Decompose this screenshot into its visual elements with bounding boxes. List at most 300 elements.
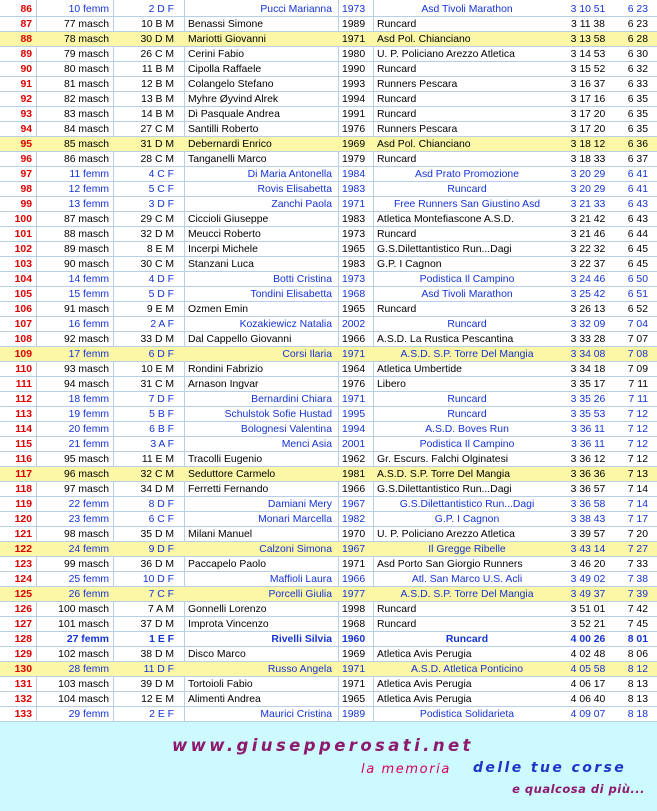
pace-cell: 6 50 xyxy=(627,274,648,285)
position-cell: 98 xyxy=(20,184,32,195)
position-cell: 86 xyxy=(20,4,32,15)
finish-time-cell: 3 21 33 xyxy=(570,199,606,210)
tagline-memoria: la memoria xyxy=(361,762,451,777)
birth-year-cell: 1965 xyxy=(342,244,366,255)
team-cell: A.S.D. Boves Run xyxy=(425,424,509,435)
gender-rank-cell: 81 masch xyxy=(63,79,109,90)
table-row xyxy=(0,362,657,377)
gender-rank-cell: 13 femm xyxy=(68,199,109,210)
table-row xyxy=(0,392,657,407)
pace-cell: 6 43 xyxy=(627,199,648,210)
category-cell: 36 D M xyxy=(140,559,174,570)
gender-rank-cell: 77 masch xyxy=(63,19,109,30)
finish-time-cell: 3 36 11 xyxy=(571,424,605,435)
birth-year-cell: 1971 xyxy=(342,349,366,360)
athlete-name-cell: Seduttore Carmelo xyxy=(188,469,276,480)
position-cell: 103 xyxy=(14,259,32,270)
team-cell: Asd Tivoli Marathon xyxy=(421,289,513,300)
pace-cell: 6 52 xyxy=(627,304,648,315)
position-cell: 126 xyxy=(14,604,32,615)
position-cell: 96 xyxy=(20,154,32,165)
category-cell: 2 E F xyxy=(149,709,174,720)
gender-rank-cell: 15 femm xyxy=(68,289,109,300)
birth-year-cell: 1998 xyxy=(342,604,366,615)
gender-rank-cell: 24 femm xyxy=(68,544,109,555)
gender-rank-cell: 101 masch xyxy=(58,619,109,630)
athlete-name-cell: Rovis Elisabetta xyxy=(257,184,332,195)
pace-cell: 7 45 xyxy=(627,619,648,630)
team-cell: Runcard xyxy=(377,64,417,75)
team-cell: Runcard xyxy=(377,604,417,615)
position-cell: 110 xyxy=(15,364,32,375)
position-cell: 131 xyxy=(14,679,32,690)
table-row xyxy=(0,707,657,722)
athlete-name-cell: Kozakiewicz Natalia xyxy=(239,319,332,330)
birth-year-cell: 1995 xyxy=(342,409,366,420)
gender-rank-cell: 14 femm xyxy=(68,274,109,285)
team-cell: Atletica Avis Perugia xyxy=(377,649,472,660)
athlete-name-cell: Rivelli Silvia xyxy=(271,634,332,645)
athlete-name-cell: Calzoni Simona xyxy=(259,544,332,555)
table-row xyxy=(0,587,657,602)
category-cell: 12 E M xyxy=(141,694,174,705)
gender-rank-cell: 85 masch xyxy=(63,139,109,150)
gender-rank-cell: 80 masch xyxy=(63,64,109,75)
gender-rank-cell: 17 femm xyxy=(68,349,109,360)
gender-rank-cell: 16 femm xyxy=(68,319,109,330)
category-cell: 5 C F xyxy=(148,184,174,195)
gender-rank-cell: 82 masch xyxy=(63,94,109,105)
table-row xyxy=(0,482,657,497)
birth-year-cell: 1979 xyxy=(342,154,366,165)
table-row xyxy=(0,377,657,392)
finish-time-cell: 3 35 53 xyxy=(570,409,606,420)
pace-cell: 7 04 xyxy=(627,319,648,330)
finish-time-cell: 4 09 07 xyxy=(570,709,606,720)
table-row xyxy=(0,32,657,47)
finish-time-cell: 3 20 29 xyxy=(570,184,606,195)
position-cell: 122 xyxy=(14,544,32,555)
category-cell: 11 B M xyxy=(141,64,174,75)
category-cell: 14 B M xyxy=(141,109,174,120)
finish-time-cell: 3 36 58 xyxy=(570,499,606,510)
category-cell: 10 B M xyxy=(141,19,174,30)
pace-cell: 6 28 xyxy=(627,34,648,45)
pace-cell: 7 14 xyxy=(627,499,648,510)
birth-year-cell: 1962 xyxy=(342,454,366,465)
birth-year-cell: 1967 xyxy=(342,544,366,555)
position-cell: 127 xyxy=(14,619,32,630)
athlete-name-cell: Porcelli Giulia xyxy=(268,589,332,600)
table-row xyxy=(0,647,657,662)
finish-time-cell: 3 39 57 xyxy=(570,529,606,540)
position-cell: 133 xyxy=(14,709,32,720)
team-cell: Atletica Avis Perugia xyxy=(377,679,472,690)
team-cell: Runcard xyxy=(445,634,489,645)
athlete-name-cell: Tondini Elisabetta xyxy=(250,289,332,300)
position-cell: 119 xyxy=(15,499,32,510)
finish-time-cell: 4 02 48 xyxy=(570,649,606,660)
team-cell: Asd Porto San Giorgio Runners xyxy=(377,559,523,570)
pace-cell: 6 41 xyxy=(627,184,648,195)
position-cell: 116 xyxy=(15,454,32,465)
category-cell: 2 D F xyxy=(148,4,174,15)
table-row xyxy=(0,557,657,572)
gender-rank-cell: 28 femm xyxy=(68,664,109,675)
table-row xyxy=(0,257,657,272)
athlete-name-cell: Tortoioli Fabio xyxy=(188,679,253,690)
athlete-name-cell: Schulstok Sofie Hustad xyxy=(224,409,332,420)
gender-rank-cell: 100 masch xyxy=(58,604,109,615)
athlete-name-cell: Russo Angela xyxy=(267,664,332,675)
position-cell: 89 xyxy=(20,49,32,60)
table-row xyxy=(0,677,657,692)
pace-cell: 7 12 xyxy=(627,454,648,465)
gender-rank-cell: 25 femm xyxy=(68,574,109,585)
birth-year-cell: 2001 xyxy=(342,439,366,450)
finish-time-cell: 4 06 40 xyxy=(570,694,606,705)
gender-rank-cell: 99 masch xyxy=(63,559,109,570)
gender-rank-cell: 18 femm xyxy=(68,394,109,405)
pace-cell: 8 06 xyxy=(627,649,648,660)
table-row xyxy=(0,182,657,197)
pace-cell: 6 37 xyxy=(627,154,648,165)
pace-cell: 6 32 xyxy=(627,64,648,75)
finish-time-cell: 3 49 02 xyxy=(570,574,606,585)
athlete-name-cell: Maurici Cristina xyxy=(260,709,332,720)
tagline-corse: delle tue corse xyxy=(473,760,627,776)
pace-cell: 7 14 xyxy=(627,484,648,495)
athlete-name-cell: Di Pasquale Andrea xyxy=(188,109,280,120)
pace-cell: 7 12 xyxy=(627,439,648,450)
finish-time-cell: 3 10 51 xyxy=(570,4,606,15)
finish-time-cell: 3 21 46 xyxy=(570,229,606,240)
gender-rank-cell: 20 femm xyxy=(68,424,109,435)
pace-cell: 7 08 xyxy=(627,349,648,360)
birth-year-cell: 1973 xyxy=(342,274,366,285)
position-cell: 94 xyxy=(20,124,32,135)
finish-time-cell: 3 18 12 xyxy=(570,139,606,150)
pace-cell: 6 36 xyxy=(627,139,648,150)
table-row xyxy=(0,17,657,32)
team-cell: Runcard xyxy=(377,619,417,630)
athlete-name-cell: Corsi Ilaria xyxy=(282,349,332,360)
table-row xyxy=(0,167,657,182)
category-cell: 7 C F xyxy=(148,589,174,600)
category-cell: 31 D M xyxy=(140,139,174,150)
team-cell: Free Runners San Giustino Asd xyxy=(393,199,541,210)
gender-rank-cell: 84 masch xyxy=(63,124,109,135)
finish-time-cell: 3 22 37 xyxy=(570,259,606,270)
athlete-name-cell: Milani Manuel xyxy=(188,529,253,540)
table-row xyxy=(0,92,657,107)
team-cell: Asd Pol. Chianciano xyxy=(377,34,471,45)
athlete-name-cell: Gonnelli Lorenzo xyxy=(188,604,267,615)
table-row xyxy=(0,332,657,347)
athlete-name-cell: Disco Marco xyxy=(188,649,246,660)
athlete-name-cell: Damiani Mery xyxy=(267,499,332,510)
team-cell: Runcard xyxy=(447,319,487,330)
position-cell: 100 xyxy=(14,214,32,225)
table-row xyxy=(0,407,657,422)
team-cell: Runcard xyxy=(377,94,417,105)
position-cell: 90 xyxy=(20,64,32,75)
position-cell: 117 xyxy=(15,469,32,480)
finish-time-cell: 3 13 58 xyxy=(570,34,606,45)
birth-year-cell: 1983 xyxy=(342,214,366,225)
pace-cell: 7 42 xyxy=(627,604,648,615)
table-row xyxy=(0,527,657,542)
table-row xyxy=(0,512,657,527)
category-cell: 2 A F xyxy=(150,319,174,330)
category-cell: 6 D F xyxy=(148,349,174,360)
finish-time-cell: 3 16 37 xyxy=(570,79,606,90)
pace-cell: 8 01 xyxy=(627,634,648,645)
athlete-name-cell: Ciccioli Giuseppe xyxy=(188,214,269,225)
team-cell: G.S.Dilettantistico Run...Dagi xyxy=(399,499,535,510)
birth-year-cell: 1983 xyxy=(342,184,366,195)
athlete-name-cell: Botti Cristina xyxy=(273,274,332,285)
pace-cell: 7 07 xyxy=(627,334,648,345)
birth-year-cell: 1989 xyxy=(342,19,366,30)
position-cell: 99 xyxy=(20,199,32,210)
pace-cell: 7 11 xyxy=(628,379,648,390)
category-cell: 13 B M xyxy=(141,94,174,105)
gender-rank-cell: 87 masch xyxy=(63,214,109,225)
athlete-name-cell: Colangelo Stefano xyxy=(188,79,274,90)
pace-cell: 7 17 xyxy=(627,514,648,525)
position-cell: 101 xyxy=(14,229,32,240)
table-row xyxy=(0,122,657,137)
athlete-name-cell: Maffioli Laura xyxy=(269,574,332,585)
birth-year-cell: 1965 xyxy=(342,694,366,705)
category-cell: 35 D M xyxy=(140,529,174,540)
finish-time-cell: 3 51 01 xyxy=(570,604,606,615)
table-row xyxy=(0,47,657,62)
birth-year-cell: 1982 xyxy=(342,514,366,525)
team-cell: Runcard xyxy=(377,19,417,30)
position-cell: 95 xyxy=(20,139,32,150)
position-cell: 92 xyxy=(20,94,32,105)
athlete-name-cell: Debernardi Enrico xyxy=(188,139,272,150)
position-cell: 114 xyxy=(15,424,32,435)
table-row xyxy=(0,422,657,437)
gender-rank-cell: 86 masch xyxy=(63,154,109,165)
pace-cell: 7 20 xyxy=(627,529,648,540)
pace-cell: 7 33 xyxy=(627,559,648,570)
gender-rank-cell: 27 femm xyxy=(66,634,109,645)
athlete-name-cell: Pucci Marianna xyxy=(260,4,332,15)
team-cell: Libero xyxy=(377,379,406,390)
athlete-name-cell: Menci Asia xyxy=(281,439,332,450)
pace-cell: 6 45 xyxy=(627,259,648,270)
birth-year-cell: 1971 xyxy=(342,559,366,570)
finish-time-cell: 3 20 29 xyxy=(570,169,606,180)
athlete-name-cell: Paccapelo Paolo xyxy=(188,559,266,570)
birth-year-cell: 1968 xyxy=(342,619,366,630)
birth-year-cell: 1984 xyxy=(342,169,366,180)
category-cell: 12 B M xyxy=(141,79,174,90)
gender-rank-cell: 12 femm xyxy=(68,184,109,195)
athlete-name-cell: Alimenti Andrea xyxy=(188,694,261,705)
gender-rank-cell: 95 masch xyxy=(63,454,109,465)
birth-year-cell: 1967 xyxy=(342,499,366,510)
team-cell: A.S.D. S.P. Torre Del Mangia xyxy=(400,349,534,360)
birth-year-cell: 1994 xyxy=(342,424,366,435)
category-cell: 10 E M xyxy=(141,364,174,375)
birth-year-cell: 1969 xyxy=(342,139,366,150)
table-row xyxy=(0,212,657,227)
gender-rank-cell: 11 femm xyxy=(69,169,109,180)
pace-cell: 7 11 xyxy=(628,394,648,405)
finish-time-cell: 3 21 42 xyxy=(570,214,606,225)
position-cell: 130 xyxy=(14,664,32,675)
birth-year-cell: 1966 xyxy=(342,574,366,585)
position-cell: 132 xyxy=(14,694,32,705)
athlete-name-cell: Improta Vincenzo xyxy=(188,619,269,630)
pace-cell: 6 23 xyxy=(627,19,648,30)
finish-time-cell: 4 06 17 xyxy=(570,679,606,690)
pace-cell: 7 12 xyxy=(627,424,648,435)
pace-cell: 7 27 xyxy=(627,544,648,555)
table-row xyxy=(0,197,657,212)
table-row xyxy=(0,347,657,362)
table-row xyxy=(0,497,657,512)
team-cell: U. P. Policiano Arezzo Atletica xyxy=(377,49,515,60)
position-cell: 118 xyxy=(15,484,32,495)
athlete-name-cell: Bolognesi Valentina xyxy=(240,424,332,435)
finish-time-cell: 3 17 20 xyxy=(570,109,606,120)
pace-cell: 7 09 xyxy=(627,364,648,375)
site-url-link[interactable]: www.giusepperosati.net xyxy=(172,736,474,755)
team-cell: Il Gregge Ribelle xyxy=(428,544,506,555)
table-row xyxy=(0,242,657,257)
position-cell: 124 xyxy=(14,574,32,585)
pace-cell: 6 41 xyxy=(627,169,648,180)
team-cell: Asd Pol. Chianciano xyxy=(377,139,471,150)
position-cell: 109 xyxy=(14,349,32,360)
position-cell: 88 xyxy=(20,34,32,45)
pace-cell: 8 13 xyxy=(627,694,648,705)
team-cell: A.S.D. La Rustica Pescantina xyxy=(377,334,514,345)
gender-rank-cell: 91 masch xyxy=(63,304,109,315)
table-row xyxy=(0,107,657,122)
pace-cell: 6 45 xyxy=(627,244,648,255)
position-cell: 113 xyxy=(15,409,32,420)
team-cell: Gr. Escurs. Falchi Olginatesi xyxy=(377,454,509,465)
pace-cell: 6 35 xyxy=(627,124,648,135)
athlete-name-cell: Ozmen Emin xyxy=(188,304,249,315)
finish-time-cell: 4 00 26 xyxy=(570,634,606,645)
category-cell: 26 C M xyxy=(140,49,174,60)
athlete-name-cell: Ferretti Fernando xyxy=(188,484,269,495)
athlete-name-cell: Tracolli Eugenio xyxy=(188,454,263,465)
gender-rank-cell: 104 masch xyxy=(58,694,109,705)
pace-cell: 6 23 xyxy=(627,4,648,15)
team-cell: Runners Pescara xyxy=(377,124,458,135)
team-cell: Atl. San Marco U.S. Acli xyxy=(411,574,523,585)
table-row xyxy=(0,632,657,647)
finish-time-cell: 3 14 53 xyxy=(570,49,606,60)
category-cell: 7 D F xyxy=(148,394,174,405)
team-cell: Runcard xyxy=(377,109,417,120)
athlete-name-cell: Tanganelli Marco xyxy=(188,154,267,165)
finish-time-cell: 4 05 58 xyxy=(570,664,606,675)
position-cell: 108 xyxy=(14,334,32,345)
gender-rank-cell: 23 femm xyxy=(68,514,109,525)
category-cell: 5 D F xyxy=(148,289,174,300)
athlete-name-cell: Arnason Ingvar xyxy=(188,379,259,390)
category-cell: 29 C M xyxy=(140,214,174,225)
team-cell: Podistica Il Campino xyxy=(419,439,515,450)
athlete-name-cell: Bernardini Chiara xyxy=(251,394,332,405)
category-cell: 5 B F xyxy=(149,409,174,420)
finish-time-cell: 3 25 42 xyxy=(570,289,606,300)
position-cell: 123 xyxy=(14,559,32,570)
finish-time-cell: 3 36 36 xyxy=(570,469,606,480)
gender-rank-cell: 103 masch xyxy=(58,679,109,690)
category-cell: 27 C M xyxy=(140,124,174,135)
site-footer xyxy=(0,722,657,811)
table-row xyxy=(0,77,657,92)
birth-year-cell: 2002 xyxy=(342,319,366,330)
table-row xyxy=(0,452,657,467)
birth-year-cell: 1966 xyxy=(342,334,366,345)
category-cell: 3 A F xyxy=(150,439,174,450)
finish-time-cell: 3 38 43 xyxy=(570,514,606,525)
team-cell: U. P. Policiano Arezzo Atletica xyxy=(377,529,515,540)
category-cell: 32 C M xyxy=(140,469,174,480)
athlete-name-cell: Rondini Fabrizio xyxy=(188,364,264,375)
finish-time-cell: 3 15 52 xyxy=(570,64,606,75)
gender-rank-cell: 90 masch xyxy=(63,259,109,270)
table-row xyxy=(0,602,657,617)
birth-year-cell: 1977 xyxy=(342,589,366,600)
gender-rank-cell: 94 masch xyxy=(63,379,109,390)
table-row xyxy=(0,617,657,632)
team-cell: G.S.Dilettantistico Run...Dagi xyxy=(377,244,512,255)
birth-year-cell: 1971 xyxy=(342,199,366,210)
athlete-name-cell: Monari Marcella xyxy=(258,514,332,525)
pace-cell: 8 18 xyxy=(627,709,648,720)
position-cell: 93 xyxy=(20,109,32,120)
category-cell: 33 D M xyxy=(140,334,174,345)
position-cell: 105 xyxy=(14,289,32,300)
birth-year-cell: 1964 xyxy=(342,364,366,375)
finish-time-cell: 3 18 33 xyxy=(570,154,606,165)
pace-cell: 6 35 xyxy=(627,94,648,105)
category-cell: 8 E M xyxy=(146,244,174,255)
category-cell: 6 B F xyxy=(149,424,174,435)
team-cell: Podistica Solidarieta xyxy=(419,709,515,720)
category-cell: 39 D M xyxy=(140,679,174,690)
birth-year-cell: 1983 xyxy=(342,259,366,270)
gender-rank-cell: 19 femm xyxy=(68,409,109,420)
gender-rank-cell: 92 masch xyxy=(63,334,109,345)
birth-year-cell: 1968 xyxy=(342,289,366,300)
finish-time-cell: 3 17 16 xyxy=(570,94,606,105)
category-cell: 9 E M xyxy=(146,304,174,315)
gender-rank-cell: 89 masch xyxy=(63,244,109,255)
table-row xyxy=(0,542,657,557)
table-row xyxy=(0,287,657,302)
table-row xyxy=(0,272,657,287)
gender-rank-cell: 10 femm xyxy=(68,4,109,15)
finish-time-cell: 3 36 11 xyxy=(571,439,605,450)
category-cell: 6 C F xyxy=(148,514,174,525)
birth-year-cell: 1989 xyxy=(342,709,366,720)
team-cell: Runcard xyxy=(377,229,417,240)
